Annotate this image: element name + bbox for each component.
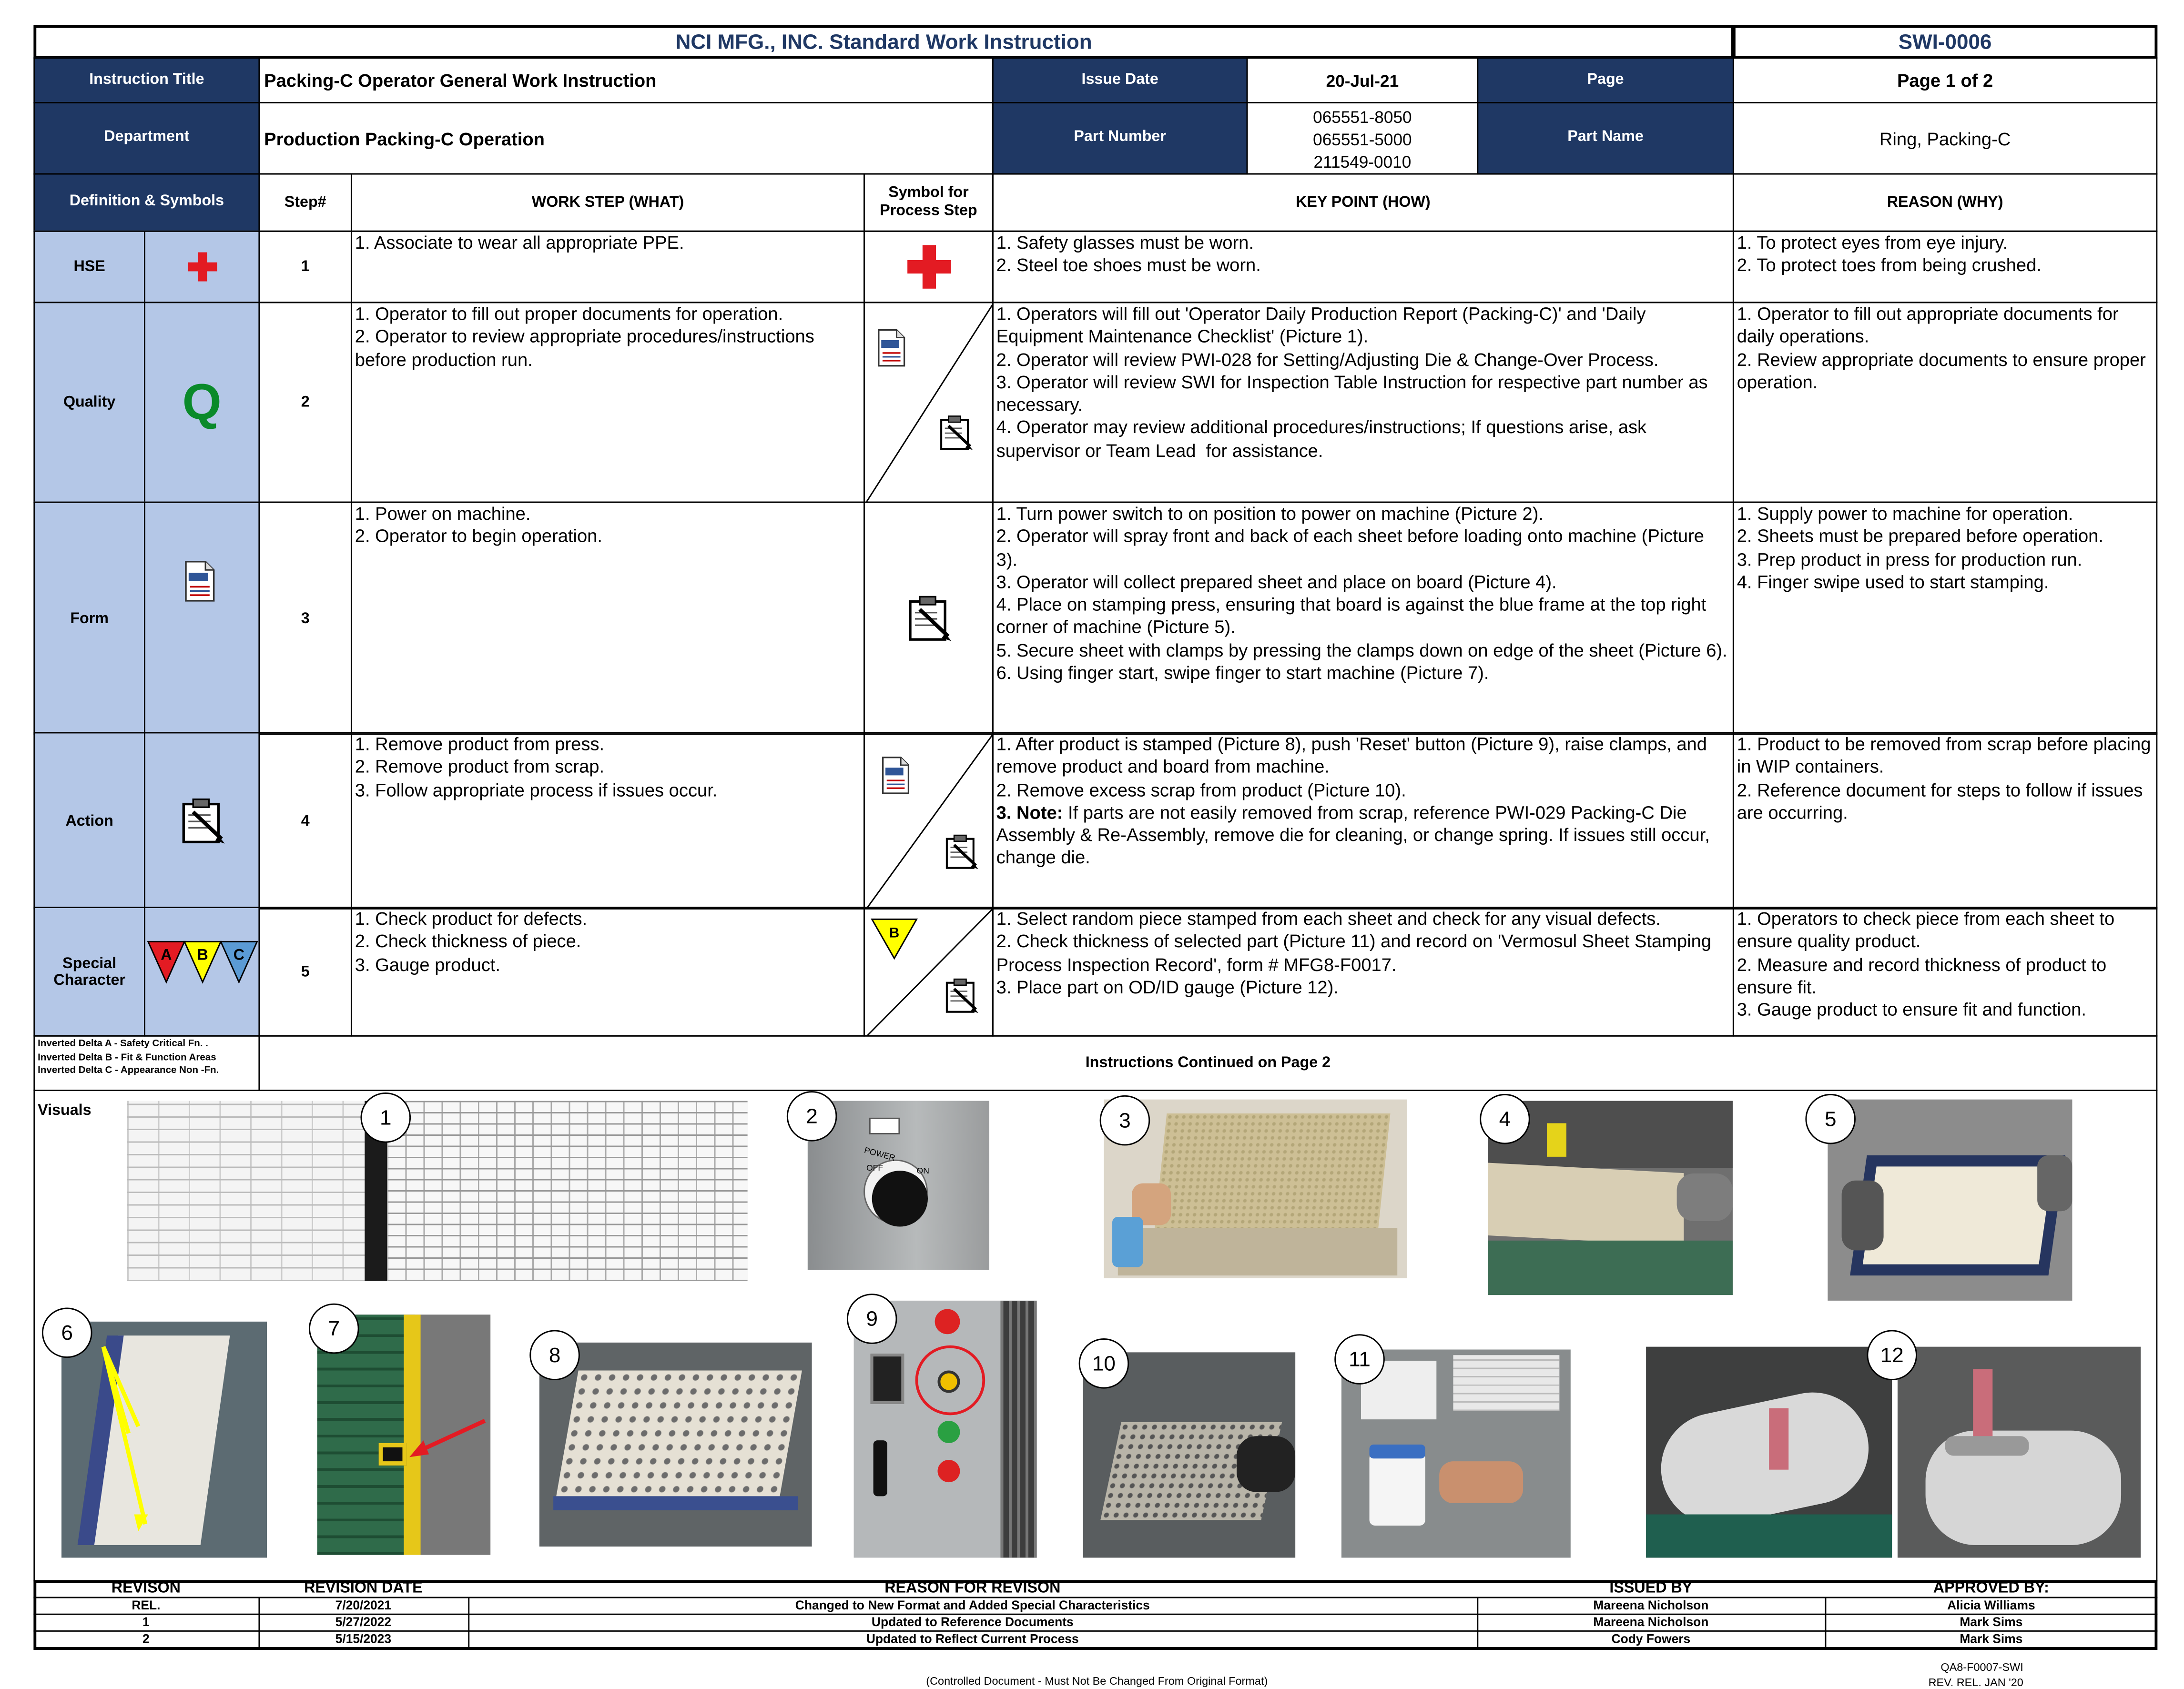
- doc-number: SWI-0006: [1733, 25, 2157, 59]
- hse-symbol-cell: [144, 231, 260, 303]
- department-label: Department: [33, 102, 260, 174]
- docs-icon: [880, 756, 911, 795]
- picture-6-clamps: [61, 1322, 267, 1558]
- key-point-text: 1. Operators will fill out 'Operator Daily Production Report (Packing-C)' and 'Daily Equipment Maintenance Checklist' (Picture 1). 2. Operator will review PWI-028 for Setting/Adjusting Die & Change-Over Process. 3. Operator will review SWI for Inspection Table Instruction for respective part number as necessary. 4. Operator may review additional procedures/instructions; If questions arise, ask supervisor or Team Lead for assistance.: [992, 302, 1734, 503]
- picture-3-sheet-spray: [1104, 1100, 1407, 1278]
- clipboard-pencil-icon: [943, 978, 979, 1014]
- part-number-1: 065551-8050: [1313, 107, 1412, 127]
- key-point-text: [992, 732, 1734, 909]
- controlled-document-note: (Controlled Document - Must Not Be Changed From Original Format): [926, 1675, 1268, 1688]
- picture-number-4: 4: [1480, 1094, 1530, 1144]
- process-symbol-cell: [863, 907, 994, 1037]
- work-step-text: 1. Operator to fill out proper documents for operation. 2. Operator to review appropriate procedures/instructions before production run.: [351, 302, 865, 503]
- category-hse: HSE: [33, 231, 145, 303]
- clipboard-pencil-icon: [943, 834, 979, 870]
- key-point-text: 1. Safety glasses must be worn. 2. Steel toe shoes must be worn.: [992, 231, 1734, 303]
- instruction-title: Packing-C Operator General Work Instruction: [258, 57, 993, 103]
- instruction-title-label: Instruction Title: [33, 57, 260, 103]
- part-number-2: 065551-5000: [1313, 130, 1412, 150]
- delta-b-label: B: [197, 946, 208, 963]
- revision-id: REL.: [132, 1598, 161, 1612]
- revision-issued-by: Cody Fowers: [1611, 1631, 1691, 1646]
- category-action: Action: [33, 732, 145, 909]
- process-symbol-cell: [863, 302, 994, 503]
- picture-5-frame: [1828, 1100, 2072, 1301]
- continued-note: Instructions Continued on Page 2: [258, 1035, 2157, 1091]
- key-point-text-a: 1. After product is stamped (Picture 8), push 'Reset' button (Picture 9), raise clamps, and remove product and board from machine. 2. Remove excess scrap from product (Picture 10).: [996, 733, 1707, 800]
- key-point-header: KEY POINT (HOW): [992, 173, 1734, 232]
- clipboard-pencil-icon: [905, 595, 953, 642]
- on-label: ON: [916, 1168, 929, 1176]
- revision-date: 5/15/2023: [335, 1631, 392, 1646]
- inverted-delta-icons: [147, 939, 260, 986]
- step-number: 4: [258, 732, 352, 909]
- picture-8-stamped-sheet: [539, 1343, 812, 1547]
- picture-12-gauge: [1646, 1347, 1892, 1558]
- picture-number-6: 6: [42, 1308, 92, 1358]
- special-symbol-cell: [144, 907, 260, 1037]
- company-title: NCI MFG., INC. Standard Work Instruction: [33, 25, 1734, 59]
- page-label: Page: [1477, 57, 1734, 103]
- legend-item: Inverted Delta B - Fit & Function Areas: [38, 1052, 216, 1062]
- red-cross-icon: [904, 242, 954, 292]
- approved-by-header: APPROVED BY:: [1933, 1580, 2049, 1597]
- work-step-header: WORK STEP (WHAT): [351, 173, 865, 232]
- delta-legend: [33, 1035, 260, 1091]
- step-header: Step#: [258, 173, 352, 232]
- reason-text: 1. Operators to check piece from each sheet to ensure quality product. 2. Measure and record thickness of product to ensure fit. 3. Gauge product to ensure fit and function.: [1733, 907, 2157, 1037]
- step-number: 5: [258, 907, 352, 1037]
- picture-11-thickness: [1341, 1350, 1571, 1558]
- revision-date: 7/20/2021: [335, 1598, 392, 1612]
- revision-approved-by: Mark Sims: [1960, 1631, 2023, 1646]
- clipboard-pencil-icon: [938, 415, 974, 451]
- picture-number-2: 2: [787, 1091, 837, 1142]
- work-step-text: 1. Remove product from press. 2. Remove product from scrap. 3. Follow appropriate process if issues occur.: [351, 732, 865, 909]
- quality-symbol-cell: [144, 302, 260, 503]
- part-name-label: Part Name: [1477, 102, 1734, 174]
- category-form: Form: [33, 502, 145, 735]
- reason-text: 1. Supply power to machine for operation. 2. Sheets must be prepared before operation. 3. Prep product in press for production run. 4. Finger swipe used to start stamping.: [1733, 502, 2157, 735]
- process-symbol-cell: [863, 231, 994, 303]
- part-number-3: 211549-0010: [1313, 152, 1412, 172]
- inverted-delta-b-icon: [869, 917, 920, 961]
- red-arrow: [401, 1412, 491, 1468]
- delta-a-label: A: [161, 946, 172, 963]
- power-label: POWER: [863, 1147, 896, 1164]
- work-step-text: 1. Check product for defects. 2. Check thickness of piece. 3. Gauge product.: [351, 907, 865, 1037]
- picture-number-8: 8: [529, 1330, 580, 1380]
- step-number: 2: [258, 302, 352, 503]
- reason-text: 1. Product to be removed from scrap before placing in WIP containers. 2. Reference document for steps to follow if issues are occurring.: [1733, 732, 2157, 909]
- docs-icon: [183, 556, 216, 607]
- page-number: Page 1 of 2: [1733, 57, 2157, 103]
- revision-issued-by: Mareena Nicholson: [1593, 1598, 1709, 1612]
- process-symbol-cell: [863, 502, 994, 735]
- key-point-text-b: If parts are not easily removed from scrap, reference PWI-029 Packing-C Die Assembly & Re-Assembly, remove die for cleaning, or change spring. If issues still occur, change die.: [996, 801, 1715, 869]
- picture-1-forms: [127, 1101, 748, 1281]
- revision-release: REV. REL. JAN '20: [1928, 1676, 2023, 1689]
- docs-icon: [876, 328, 907, 367]
- reason-text: 1. To protect eyes from eye injury. 2. To protect toes from being crushed.: [1733, 231, 2157, 303]
- definition-symbols-header: Definition & Symbols: [33, 173, 260, 232]
- red-cross-icon: [185, 250, 219, 283]
- revision-issued-by: Mareena Nicholson: [1593, 1615, 1709, 1629]
- symbol-header: Symbol for Process Step: [863, 173, 994, 232]
- key-point-text: 1. Turn power switch to on position to power on machine (Picture 2). 2. Operator will spray front and back of each sheet before loading onto machine (Picture 3). 3. Operator will collect prepared sheet and place on board (Picture 4). 4. Place on stamping press, ensuring that board is against the blue frame at the top right corner of machine (Picture 5). 5. Secure sheet with clamps by pressing the clamps down on edge of the sheet (Picture 6). 6. Using finger start, swipe finger to start machine (Picture 7).: [992, 502, 1734, 735]
- revision-date-header: REVISION DATE: [304, 1580, 423, 1597]
- step-number: 3: [258, 502, 352, 735]
- picture-number-3: 3: [1100, 1095, 1150, 1146]
- off-label: OFF: [866, 1165, 884, 1174]
- issue-date-label: Issue Date: [992, 57, 1248, 103]
- work-step-text: 1. Associate to wear all appropriate PPE.: [351, 231, 865, 303]
- action-symbol-cell: [144, 732, 260, 909]
- delta-c-label: C: [233, 946, 245, 963]
- picture-number-10: 10: [1079, 1338, 1129, 1389]
- revision-date: 5/27/2022: [335, 1615, 392, 1629]
- clipboard-pencil-icon: [178, 797, 226, 845]
- picture-number-7: 7: [309, 1304, 359, 1354]
- issue-date: 20-Jul-21: [1247, 57, 1479, 103]
- picture-number-5: 5: [1805, 1094, 1856, 1144]
- part-numbers: [1247, 102, 1479, 174]
- reason-header: REASON (WHY): [1733, 173, 2157, 232]
- picture-number-11: 11: [1334, 1334, 1385, 1385]
- reason-text: 1. Operator to fill out appropriate documents for daily operations. 2. Review appropriate documents to ensure proper operation.: [1733, 302, 2157, 503]
- legend-item: Inverted Delta A - Safety Critical Fn. .: [38, 1039, 208, 1050]
- revision-reason: Updated to Reference Documents: [871, 1615, 1074, 1629]
- quality-q-icon: Q: [182, 373, 222, 431]
- form-symbol-cell: [144, 502, 260, 735]
- picture-number-9: 9: [847, 1294, 897, 1344]
- reason-for-revision-header: REASON FOR REVISON: [884, 1580, 1061, 1597]
- picture-number-12: 12: [1867, 1330, 1917, 1380]
- revision-reason: Updated to Reflect Current Process: [866, 1631, 1079, 1646]
- revision-reason: Changed to New Format and Added Special Characteristics: [795, 1598, 1150, 1612]
- process-symbol-cell: [863, 732, 994, 909]
- category-quality: Quality: [33, 302, 145, 503]
- key-point-text: 1. Select random piece stamped from each sheet and check for any visual defects. 2. Check thickness of selected part (Picture 11) and record on 'Vermosul Sheet Stamping Process Inspection Record', form # MFG8-F0017. 3. Place part on OD/ID gauge (Picture 12).: [992, 907, 1734, 1037]
- picture-number-1: 1: [361, 1092, 411, 1143]
- yellow-arrows: [61, 1322, 267, 1558]
- legend-item: Inverted Delta C - Appearance Non -Fn.: [38, 1066, 219, 1076]
- revision-header: REVISON: [111, 1580, 181, 1597]
- step-number: 1: [258, 231, 352, 303]
- revision-id: 1: [142, 1615, 150, 1629]
- category-special-character: Special Character: [33, 907, 145, 1037]
- delta-b-label: B: [889, 925, 900, 941]
- picture-12-gauge-detail: [1898, 1347, 2141, 1558]
- form-number: QA8-F0007-SWI: [1940, 1661, 2023, 1674]
- part-name: Ring, Packing-C: [1733, 102, 2157, 174]
- revision-approved-by: Mark Sims: [1960, 1615, 2023, 1629]
- department: Production Packing-C Operation: [258, 102, 993, 174]
- note-label: 3. Note:: [996, 801, 1063, 823]
- part-number-label: Part Number: [992, 102, 1248, 174]
- revision-approved-by: Alicia Williams: [1947, 1598, 2035, 1612]
- visuals-label: Visuals: [38, 1102, 91, 1119]
- issued-by-header: ISSUED BY: [1609, 1580, 1693, 1597]
- work-step-text: 1. Power on machine. 2. Operator to begin operation.: [351, 502, 865, 735]
- revision-id: 2: [142, 1631, 150, 1646]
